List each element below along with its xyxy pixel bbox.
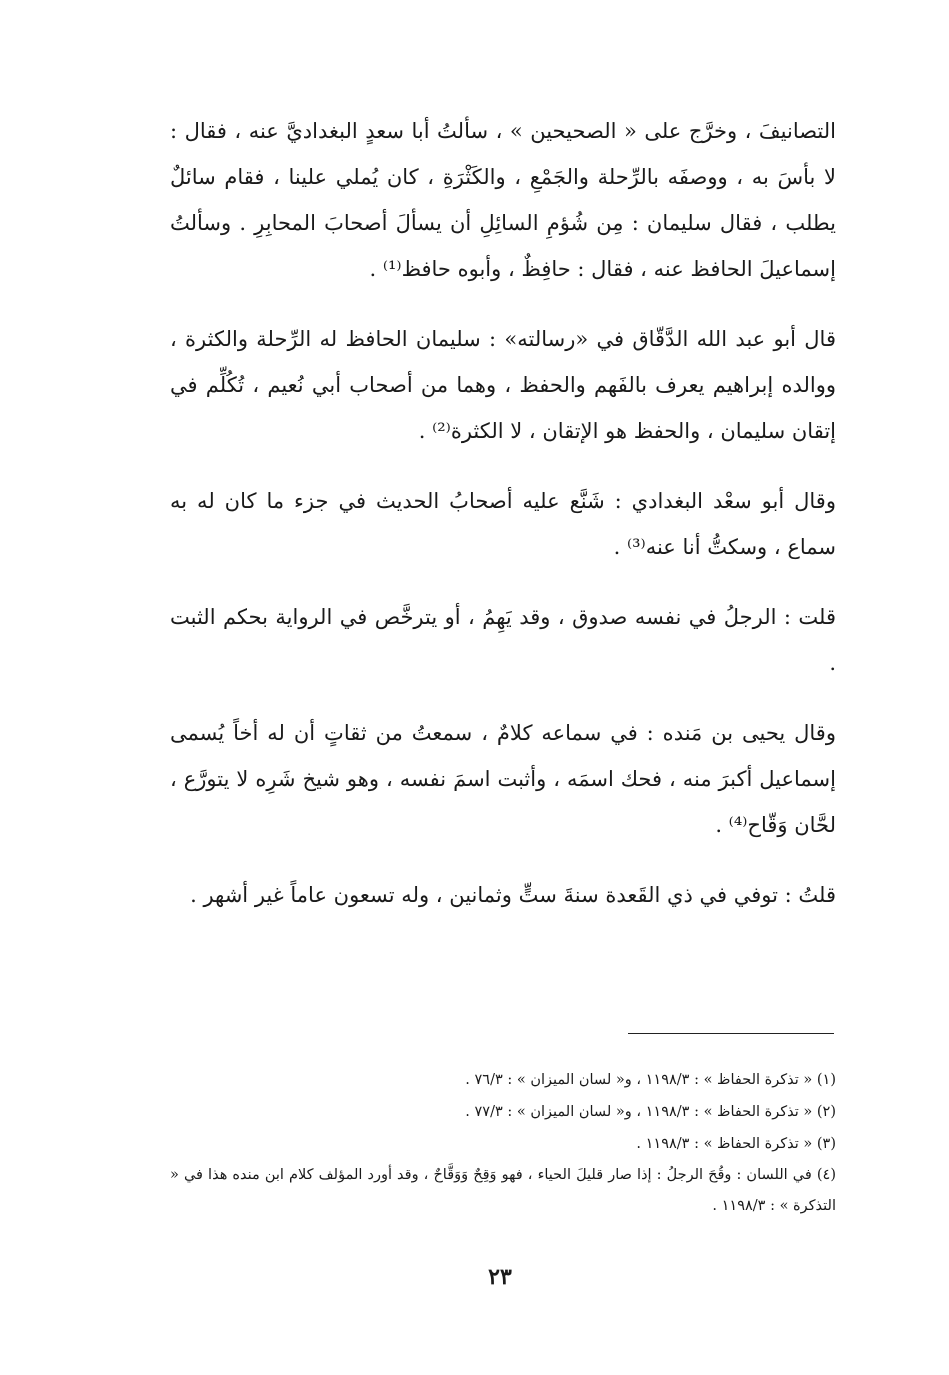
footnote-3: (٣) « تذكرة الحفاظ » : ١١٩٨/٣ . [636, 1136, 836, 1152]
page-number: ٢٣ [488, 1264, 512, 1290]
footnote-4: (٤) في اللسان : وقُحَ الرجلُ : إذا صار قليلَ الحياء ، فهو وَقِحٌ وَوَقَّاحٌ ، وقد أورد المؤلف كلام ابن منده هذا في « التذكرة » : ١١٩٨/٣ . [170, 1167, 836, 1214]
footnote-1: (١) « تذكرة الحفاظ » : ١١٩٨/٣ ، و« لسان الميزان » : ٧٦/٣ . [465, 1072, 836, 1088]
footnotes [170, 1064, 836, 1222]
main-text [170, 108, 836, 918]
paragraph-1: التصانيفَ ، وخرَّج على « الصحيحين » ، سألتُ أبا سعدٍ البغداديَّ عنه ، فقال : لا بأسَ به ، ووصفَه بالرِّحلة والجَمْعِ ، والكَثْرَةِ ، كان يُملي علينا ، فقام سائلٌ يطلب ، فقال سليمان : مِن شُؤمِ السائِلِ أن يسألَ أصحابَ المحابِرِ . وسألتُ إسماعيلَ الحافظ عنه ، فقال : حافِظٌ ، وأبوه حافظ⁽¹⁾ . [170, 119, 836, 281]
paragraph-5: وقال يحيى بن مَنده : في سماعه كلامٌ ، سمعتُ من ثقاتٍ أن له أخاً يُسمى إسماعيل أكبرَ منه ، فحك اسمَه ، وأثبت اسمَ نفسه ، وهو شيخ شَرِه لا يتورَّع ، لحَّان وَقّاح⁽⁴⁾ . [170, 721, 836, 837]
paragraph-6: قلتُ : توفي في ذي القَعدة سنةَ ستٍّ وثمانين ، وله تسعون عاماً غير أشهر . [190, 883, 836, 907]
footnote-separator [628, 1033, 834, 1034]
paragraph-4: قلت : الرجلُ في نفسه صدوق ، وقد يَهِمُ ، أو يترخَّص في الرواية بحكم الثبت . [170, 605, 836, 675]
paragraph-2: قال أبو عبد الله الدَّقّاق في «رسالته» : سليمان الحافظ له الرِّحلة والكثرة ، ووالده إبراهيم يعرف بالفَهم والحفظ ، وهما من أصحاب أبي نُعيم ، تُكُلِّم في إتقان سليمان ، والحفظ هو الإتقان ، لا الكثرة⁽²⁾ . [170, 327, 836, 443]
paragraph-3: وقال أبو سعْد البغدادي : شَنَّع عليه أصحابُ الحديث في جزء ما كان له به سماع ، وسكتُّ أنا عنه⁽³⁾ . [170, 489, 836, 559]
footnote-2: (٢) « تذكرة الحفاظ » : ١١٩٨/٣ ، و« لسان الميزان » : ٧٧/٣ . [465, 1104, 836, 1120]
